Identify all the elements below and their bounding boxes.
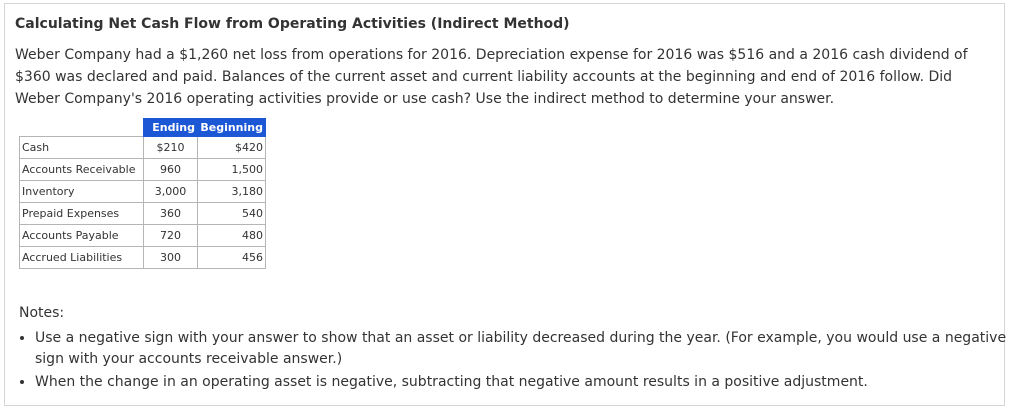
list-item: • When the change in an operating asset is negative, subtracting that negative amount results in a positive adjustment. [35, 372, 1010, 393]
row-beginning: 1,500 [198, 159, 266, 181]
row-ending: 960 [144, 159, 198, 181]
problem-intro: Weber Company had a $1,260 net loss from operations for 2016. Depreciation expense for 2016 was $516 and a 2016 cash dividend of $360 was declared and paid. Balances of the current asset and current liability accounts at the beginning and end of 2016 follow. Did Weber Company's 2016 operating activities provide or use cash? Use the indirect method to determine your answer. [15, 47, 968, 107]
row-ending: 720 [144, 225, 198, 247]
problem-title: Calculating Net Cash Flow from Operating Activities (Indirect Method) [15, 16, 570, 32]
header-blank-cell [20, 119, 144, 137]
row-label: Accounts Payable [20, 225, 144, 247]
header-beginning: Beginning [198, 119, 266, 137]
row-beginning: 480 [198, 225, 266, 247]
row-label: Accounts Receivable [20, 159, 144, 181]
table-row [20, 181, 266, 203]
row-label: Accrued Liabilities [20, 247, 144, 269]
table-row [20, 159, 266, 181]
row-beginning: 456 [198, 247, 266, 269]
table-header-row [20, 119, 266, 137]
row-ending: 360 [144, 203, 198, 225]
table-row [20, 225, 266, 247]
row-label: Prepaid Expenses [20, 203, 144, 225]
row-label: Cash [20, 137, 144, 159]
row-ending: $210 [144, 137, 198, 159]
row-ending: 300 [144, 247, 198, 269]
notes-heading: Notes: [19, 305, 65, 321]
header-ending: Ending [144, 119, 198, 137]
row-beginning: 3,180 [198, 181, 266, 203]
list-item: • Use a negative sign with your answer to show that an asset or liability decreased during the year. (For example, you would use a negative sign with your accounts receivable answer.) [35, 328, 1010, 370]
table-row [20, 203, 266, 225]
notes-list [19, 328, 1010, 395]
table-row [20, 137, 266, 159]
row-beginning: 540 [198, 203, 266, 225]
table-row [20, 247, 266, 269]
row-beginning: $420 [198, 137, 266, 159]
row-label: Inventory [20, 181, 144, 203]
balance-table [19, 118, 266, 269]
row-ending: 3,000 [144, 181, 198, 203]
